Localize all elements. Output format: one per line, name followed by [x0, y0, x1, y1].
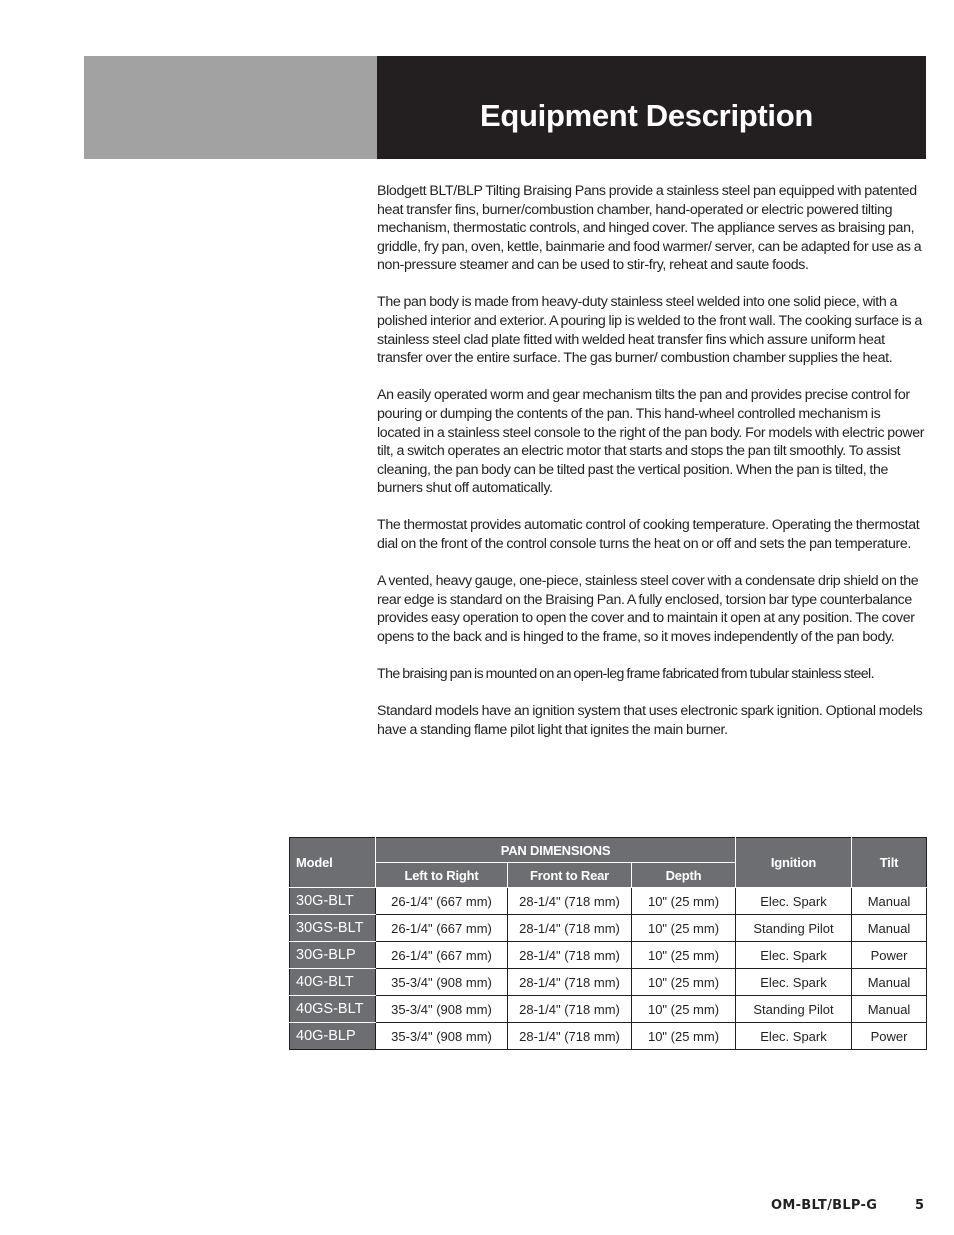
cell-left-to-right: 35-3/4" (908 mm) [376, 996, 508, 1023]
table-row [290, 915, 927, 942]
description-body [377, 182, 925, 758]
paragraph-thermostat: The thermostat provides automatic control of cooking temperature. Operating the thermostat dial on the front of the control console turns the heat on or off and sets the pan temperature. [377, 517, 920, 552]
cell-tilt: Manual [852, 888, 927, 915]
cell-left-to-right: 35-3/4" (908 mm) [376, 969, 508, 996]
header-grey-band [84, 56, 377, 159]
cell-tilt: Power [852, 942, 927, 969]
cell-model: 30G-BLP [290, 942, 376, 969]
cell-front-to-rear: 28-1/4" (718 mm) [508, 996, 632, 1023]
header-left-to-right: Left to Right [376, 863, 508, 888]
table-header-row [290, 838, 927, 863]
header-model: Model [290, 838, 376, 888]
header-tilt: Tilt [852, 838, 927, 888]
cell-left-to-right: 26-1/4" (667 mm) [376, 942, 508, 969]
cell-front-to-rear: 28-1/4" (718 mm) [508, 888, 632, 915]
footer-page-number: 5 [915, 1198, 925, 1213]
header-black-band [377, 56, 926, 159]
cell-tilt: Manual [852, 996, 927, 1023]
cell-model: 40GS-BLT [290, 996, 376, 1023]
table-row [290, 942, 927, 969]
cell-front-to-rear: 28-1/4" (718 mm) [508, 1023, 632, 1050]
cell-ignition: Elec. Spark [736, 969, 852, 996]
cell-depth: 10" (25 mm) [632, 915, 736, 942]
cell-ignition: Elec. Spark [736, 942, 852, 969]
header-depth: Depth [632, 863, 736, 888]
cell-model: 40G-BLP [290, 1023, 376, 1050]
cell-front-to-rear: 28-1/4" (718 mm) [508, 915, 632, 942]
cell-left-to-right: 26-1/4" (667 mm) [376, 915, 508, 942]
header-ignition: Ignition [736, 838, 852, 888]
header-front-to-rear: Front to Rear [508, 863, 632, 888]
table-row [290, 888, 927, 915]
paragraph-ignition: Standard models have an ignition system that uses electronic spark ignition. Optional models have a standing flame pilot light that ignites the main burner. [377, 703, 923, 738]
page-title: Equipment Description [480, 98, 814, 133]
cell-ignition: Standing Pilot [736, 915, 852, 942]
cell-model: 30GS-BLT [290, 915, 376, 942]
paragraph-frame: The braising pan is mounted on an open-leg frame fabricated from tubular stainless steel. [377, 665, 874, 682]
table-row [290, 1023, 927, 1050]
paragraph-intro: Blodgett BLT/BLP Tilting Braising Pans provide a stainless steel pan equipped with patented heat transfer fins, burner/combustion chamber, hand-operated or electric powered tilting mechanism, thermostatic controls, and hinged cover. The appliance serves as braising pan, griddle, fry pan, oven, kettle, bainmarie and food warmer/ server, can be adapted for use as a non-pressure steamer and can be used to stir-fry, reheat and saute foods. [377, 183, 922, 274]
cell-tilt: Power [852, 1023, 927, 1050]
paragraph-cover: A vented, heavy gauge, one-piece, stainless steel cover with a condensate drip shield on the rear edge is standard on the Braising Pan. A fully enclosed, torsion bar type counterbalance provides easy operation to open the cover and to maintain it open at any position. The cover opens to the back and is hinged to the frame, so it moves independently of the pan body. [377, 573, 919, 645]
model-spec-table [289, 837, 927, 1050]
cell-depth: 10" (25 mm) [632, 996, 736, 1023]
cell-ignition: Standing Pilot [736, 996, 852, 1023]
cell-front-to-rear: 28-1/4" (718 mm) [508, 942, 632, 969]
cell-tilt: Manual [852, 969, 927, 996]
cell-model: 40G-BLT [290, 969, 376, 996]
paragraph-tilt-mechanism: An easily operated worm and gear mechanism tilts the pan and provides precise control for pouring or dumping the contents of the pan. This hand-wheel controlled mechanism is located in a stainless steel console to the right of the pan body. For models with electric power tilt, a switch operates an electric motor that starts and stops the pan tilt smoothly. To assist cleaning, the pan body can be tilted past the vertical position. When the pan is tilted, the burners shut off automatically. [377, 387, 925, 497]
cell-left-to-right: 35-3/4" (908 mm) [376, 1023, 508, 1050]
cell-ignition: Elec. Spark [736, 888, 852, 915]
cell-ignition: Elec. Spark [736, 1023, 852, 1050]
header-pan-dimensions: PAN DIMENSIONS [376, 838, 736, 863]
cell-left-to-right: 26-1/4" (667 mm) [376, 888, 508, 915]
cell-front-to-rear: 28-1/4" (718 mm) [508, 969, 632, 996]
footer-doc-code: OM-BLT/BLP-G [771, 1198, 878, 1213]
table-row [290, 969, 927, 996]
cell-tilt: Manual [852, 915, 927, 942]
cell-depth: 10" (25 mm) [632, 969, 736, 996]
table-row [290, 996, 927, 1023]
cell-depth: 10" (25 mm) [632, 942, 736, 969]
cell-depth: 10" (25 mm) [632, 1023, 736, 1050]
paragraph-pan-body: The pan body is made from heavy-duty stainless steel welded into one solid piece, with a polished interior and exterior. A pouring lip is welded to the front wall. The cooking surface is a stainless steel clad plate fitted with welded heat transfer fins which assure uniform heat transfer over the entire surface. The gas burner/ combustion chamber supplies the heat. [377, 294, 922, 367]
cell-model: 30G-BLT [290, 888, 376, 915]
cell-depth: 10" (25 mm) [632, 888, 736, 915]
